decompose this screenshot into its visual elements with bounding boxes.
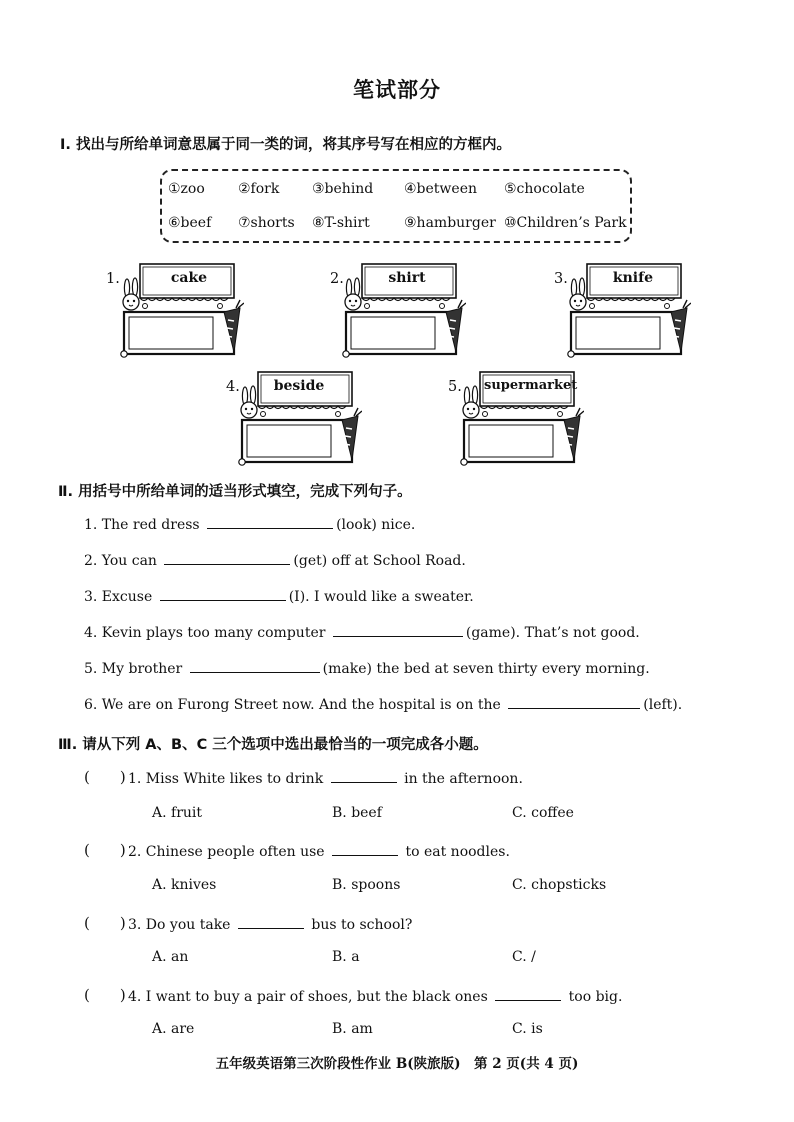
word-hint: (look) (336, 517, 377, 533)
question-stem-end: in the afternoon. (404, 771, 523, 787)
word-bank-item: ④between (404, 181, 477, 197)
sentence-text: nice. (376, 517, 416, 533)
card-number: 3. (554, 271, 568, 287)
question-stem-end: to eat noodles. (405, 844, 510, 860)
sentence-text: 2. You can (84, 553, 157, 569)
card-answer-box[interactable] (577, 318, 659, 348)
option-b[interactable]: B. beef (332, 805, 382, 821)
answer-paren[interactable]: ( ) (84, 914, 126, 932)
option-a[interactable]: A. fruit (152, 805, 203, 821)
option-b[interactable]: B. am (332, 1021, 373, 1037)
question-text (128, 914, 412, 933)
word-bank-item: ⑥beef (168, 215, 212, 231)
card-answer-box[interactable] (352, 318, 434, 348)
answer-blank (495, 986, 561, 1001)
question-stem-end: too big. (568, 989, 623, 1005)
option-c[interactable]: C. / (512, 949, 536, 965)
option-c[interactable]: C. chopsticks (512, 877, 607, 893)
answer-blank (331, 768, 397, 783)
sentence-text: the bed at seven thirty every morning. (372, 661, 650, 677)
card-word: knife (612, 270, 654, 286)
fill-sentence (84, 658, 650, 677)
word-hint: (I). (288, 589, 310, 605)
answer-blank[interactable] (190, 658, 320, 673)
fill-sentence (84, 586, 474, 605)
question-stem: 2. Chinese people often use (128, 844, 325, 860)
sentence-text: off at School Road. (327, 553, 466, 569)
word-hint: (game). (465, 625, 521, 641)
option-a[interactable]: A. knives (152, 877, 217, 893)
card-word: cake (170, 270, 208, 286)
sentence-text: That’s not good. (520, 625, 640, 641)
word-bank-item: ③behind (312, 181, 374, 197)
card-word: beside (273, 378, 325, 394)
card-answer-box[interactable] (470, 426, 552, 456)
answer-paren[interactable]: ( ) (84, 841, 126, 859)
sentence-text: 3. Excuse (84, 589, 153, 605)
answer-blank (238, 914, 304, 929)
card-word: shirt (388, 270, 426, 286)
question-text (128, 986, 622, 1005)
question-stem: 1. Miss White likes to drink (128, 771, 324, 787)
answer-blank[interactable] (508, 694, 640, 709)
answer-blank[interactable] (160, 586, 286, 601)
option-b[interactable]: B. spoons (332, 877, 401, 893)
card-number: 2. (330, 271, 344, 287)
card-number: 5. (448, 379, 462, 395)
card-number: 4. (226, 379, 240, 395)
word-bank-item: ②fork (238, 181, 280, 197)
sentence-text: 4. Kevin plays too many computer (84, 625, 326, 641)
answer-blank[interactable] (207, 514, 333, 529)
sentence-text: 5. My brother (84, 661, 183, 677)
fill-sentence (84, 622, 640, 641)
word-hint: (get) (293, 553, 328, 569)
word-bank-item: ⑩Children’s Park (504, 215, 627, 231)
sentence-text: I would like a sweater. (309, 589, 474, 605)
word-bank-item: ⑦shorts (238, 215, 295, 231)
card-word: supermarket (484, 378, 578, 393)
answer-blank[interactable] (164, 550, 290, 565)
option-a[interactable]: A. are (152, 1021, 195, 1037)
answer-paren[interactable]: ( ) (84, 768, 126, 786)
question-text (128, 841, 510, 860)
answer-paren[interactable]: ( ) (84, 986, 126, 1004)
word-bank-item: ⑤chocolate (504, 181, 585, 197)
page-title: 笔试部分 (353, 78, 441, 102)
section-2-heading: Ⅱ. 用括号中所给单词的适当形式填空，完成下列句子。 (58, 484, 412, 500)
question-stem: 3. Do you take (128, 917, 231, 933)
word-bank-item: ⑨hamburger (404, 215, 496, 231)
card-number: 1. (106, 271, 120, 287)
question-stem: 4. I want to buy a pair of shoes, but the black ones (128, 989, 488, 1005)
question-text (128, 768, 523, 787)
word-hint: (left). (643, 697, 683, 713)
option-c[interactable]: C. is (512, 1021, 543, 1037)
word-bank-item: ⑧T-shirt (312, 215, 370, 231)
answer-blank[interactable] (333, 622, 463, 637)
option-c[interactable]: C. coffee (512, 805, 574, 821)
option-a[interactable]: A. an (152, 949, 189, 965)
option-b[interactable]: B. a (332, 949, 360, 965)
page-footer: 五年级英语第三次阶段性作业 B(陕旅版) 第 2 页(共 4 页) (215, 1056, 579, 1072)
sentence-text: 1. The red dress (84, 517, 200, 533)
card-answer-box[interactable] (248, 426, 330, 456)
question-stem-end: bus to school? (311, 917, 413, 933)
fill-sentence (84, 550, 466, 569)
section-3-heading: Ⅲ. 请从下列 A、B、C 三个选项中选出最恰当的一项完成各小题。 (58, 737, 488, 753)
fill-sentence (84, 694, 682, 713)
card-answer-box[interactable] (130, 318, 212, 348)
word-bank-item: ①zoo (168, 181, 205, 197)
answer-blank (332, 841, 398, 856)
word-hint: (make) (322, 661, 372, 677)
section-1-heading: Ⅰ. 找出与所给单词意思属于同一类的词，将其序号写在相应的方框内。 (60, 137, 511, 153)
fill-sentence (84, 514, 415, 533)
sentence-text: 6. We are on Furong Street now. And the hospital is on the (84, 697, 501, 713)
